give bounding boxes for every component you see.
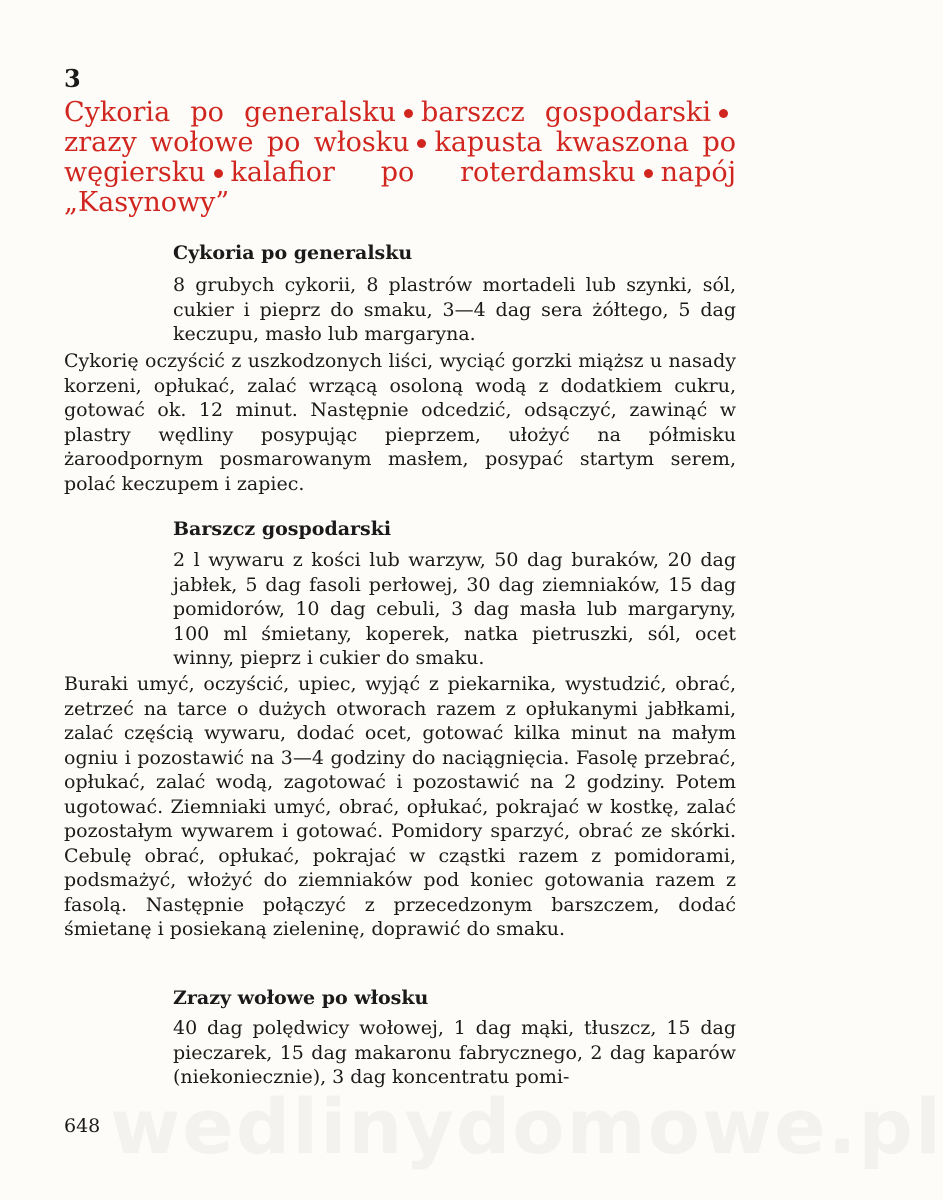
bullet-icon	[644, 169, 653, 178]
page-number: 648	[64, 1115, 101, 1137]
menu-item-5: kalafior po roterdamsku	[230, 157, 636, 188]
recipe-title-zrazy: Zrazy wołowe po włosku	[173, 987, 429, 1009]
recipe-ingredients-cykoria: 8 grubych cykorii, 8 plastrów mortadeli lub szynki, sól, cukier i pieprz do smaku, 3—4 dag sera żółtego, 5 dag keczupu, masło lub margaryna.	[173, 274, 736, 345]
recipe-method-cykoria: Cykorię oczyścić z uszkodzonych liści, wyciąć gorzki miąższ u nasady korzeni, opłukać, zalać wrzącą osoloną wodą z dodatkiem cukru, gotować ok. 12 minut. Następnie odcedzić, odsączyć, zawinąć w plastry wędliny posypując pieprzem, ułożyć na półmisku żaroodpornym posmarowanym masłem, posypać startym serem, polać keczupem i zapiec.	[64, 350, 736, 495]
menu-item-3: zrazy wołowe po włosku	[64, 127, 410, 158]
recipe-method-barszcz: Buraki umyć, oczyścić, upiec, wyjąć z piekarnika, wystudzić, obrać, zetrzeć na tarce o dużych otworach razem z opłukanymi jabłkami, zalać częścią wywaru, dodać ocet, gotować kilka minut na małym ogniu i pozostawić na 3—4 godziny do naciągnięcia. Fasolę przebrać, opłukać, zalać wodą, zagotować i pozostawić na 2 godziny. Potem ugotować. Ziemniaki umyć, obrać, opłukać, pokrajać w kostkę, zalać pozostałym wywarem i gotować. Pomidory sparzyć, obrać ze skórki. Cebulę obrać, opłukać, pokrajać w cząstki razem z pomidorami, podsmażyć, włożyć do ziemniaków pod koniec gotowania razem z fasolą. Następnie połączyć z przecedzonym barszczem, dodać śmietanę i posiekaną zieleninę, doprawić do smaku.	[64, 673, 736, 940]
chapter-menu-title	[64, 98, 736, 218]
watermark-text: wedlinydomowe.pl	[110, 1082, 943, 1171]
recipe-ingredients-zrazy: 40 dag polędwicy wołowej, 1 dag mąki, tłuszcz, 15 dag pieczarek, 15 dag makaronu fabrycznego, 2 dag kaparów (niekoniecznie), 3 dag koncentratu pomi-	[173, 1017, 736, 1088]
bullet-icon	[214, 169, 223, 178]
bullet-icon	[719, 109, 728, 118]
recipe-title-barszcz: Barszcz gospodarski	[173, 518, 392, 540]
bullet-icon	[417, 139, 426, 148]
menu-item-4: kapusta kwaszona po węgiersku	[64, 127, 737, 188]
recipe-title-cykoria: Cykoria po generalsku	[173, 242, 413, 264]
menu-item-6: napój „Kasynowy”	[64, 157, 736, 218]
chapter-number: 3	[64, 64, 81, 93]
menu-item-2: barszcz gospodarski	[421, 97, 711, 128]
bullet-icon	[404, 109, 413, 118]
menu-item-1: Cykoria po generalsku	[64, 97, 396, 128]
recipe-ingredients-barszcz: 2 l wywaru z kości lub warzyw, 50 dag buraków, 20 dag jabłek, 5 dag fasoli perłowej, 30 dag ziemniaków, 15 dag pomidorów, 10 dag cebuli, 3 dag masła lub margaryny, 100 ml śmietany, koperek, natka pietruszki, sól, ocet winny, pieprz i cukier do smaku.	[173, 549, 736, 669]
